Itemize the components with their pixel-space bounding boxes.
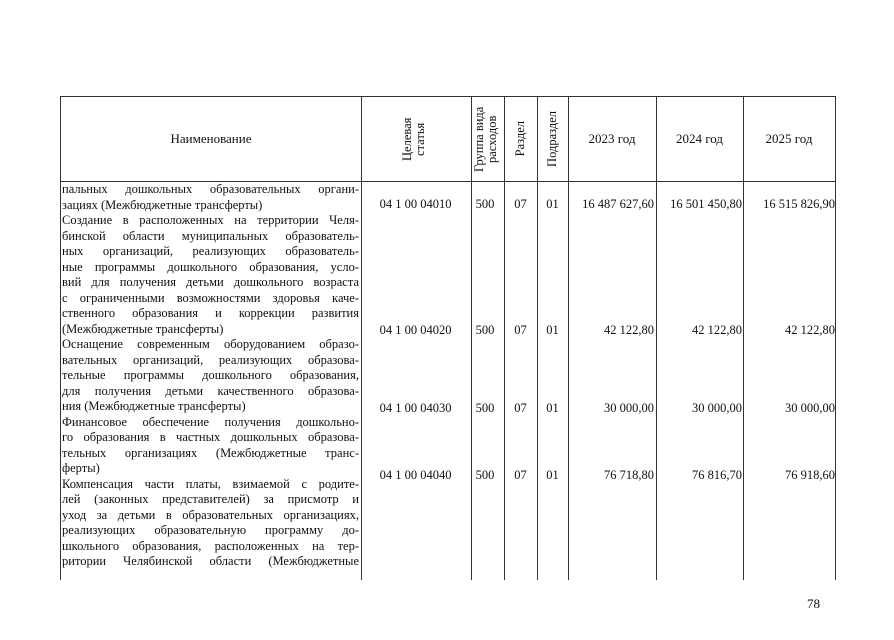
name-text-line: уход за детьми в образовательных организациях, [62,507,359,522]
subsection-value: 01 [546,401,559,415]
header-section-cell [504,96,537,182]
header-code-cell [361,96,471,182]
section-value: 07 [514,401,527,415]
name-text-line: зациях (Межбюджетные трансферты) [62,197,263,212]
target-code: 04 1 00 04010 [379,197,452,211]
header-2025: 2025 год [765,131,813,146]
target-code: 04 1 00 04040 [379,468,452,482]
header-code: Целевая статья [400,117,427,161]
amount-2024: 16 501 450,80 [670,197,742,211]
amount-2024: 42 122,80 [692,323,742,337]
name-text-line: для получения детьми качественного образова- [62,383,359,398]
section-value: 07 [514,468,527,482]
expense-group: 500 [475,323,495,337]
table-border-right [835,96,836,580]
amount-2025: 30 000,00 [785,401,835,415]
amount-2023: 76 718,80 [604,468,654,482]
name-text-line: школьного образования, расположенных на тер- [62,538,359,553]
name-text-line: лей (законных представителей) за присмотр и [62,492,359,506]
name-text-line: вательных организаций, реализующих образова- [62,352,359,367]
subsection-value: 01 [546,323,559,337]
header-group-cell [471,96,504,182]
name-text-line: бинской области муниципальных образователь- [62,228,359,243]
header-section: Раздел [513,121,527,157]
name-text-line: Финансовое обеспечение получения дошкольно- [62,414,359,429]
target-code: 04 1 00 04020 [379,323,452,337]
header-group: Группа вида расходов [471,106,499,172]
expense-group: 500 [475,197,495,211]
name-text-line: ных организаций, реализующих образователь- [62,244,359,258]
name-text-line: тельных организациях (Межбюджетные транс- [62,445,359,460]
budget-table [60,96,835,580]
expense-group: 500 [475,468,495,482]
header-2023: 2023 год [588,131,636,146]
name-text-line: Создание в расположенных на территории Челя- [62,213,359,227]
header-subsection: Подраздел [545,111,559,167]
subsection-value: 01 [546,468,559,482]
name-text-line: тельные программы дошкольного образования, [62,368,359,382]
header-subsection-cell [537,96,568,182]
page-number: 78 [807,596,820,611]
amount-2023: 16 487 627,60 [582,197,654,211]
header-2024: 2024 год [676,131,723,146]
amount-2023: 30 000,00 [604,401,654,415]
amount-2024: 30 000,00 [692,401,742,415]
name-text-line: вий для получения детьми дошкольного возраста [62,275,359,289]
name-text-line: ные программы дошкольного образования, усло- [62,259,359,274]
name-text-line: Компенсация части платы, взимаемой с родите- [62,476,359,491]
target-code: 04 1 00 04030 [379,401,452,415]
amount-2023: 42 122,80 [604,323,654,337]
name-text-line: ния (Межбюджетные трансферты) [62,399,246,413]
amount-2025: 16 515 826,90 [763,197,835,211]
header-name: Наименование [170,131,252,146]
name-text-line: (Межбюджетные трансферты) [62,321,224,336]
name-text-line: Оснащение современным оборудованием образо- [62,337,359,351]
section-value: 07 [514,323,527,337]
name-text-line: го образования в частных дошкольных образова- [62,430,359,444]
name-text-line: пальных дошкольных образовательных органи- [62,182,359,196]
amount-2025: 42 122,80 [785,323,835,337]
amount-2024: 76 816,70 [692,468,742,482]
expense-group: 500 [475,401,495,415]
name-text-line: реализующих образовательную программу до- [62,523,359,537]
name-column-text [62,182,359,570]
name-text-line: ственного образования и коррекции развития [62,306,359,320]
amount-2025: 76 918,60 [785,468,835,482]
name-text-line: ритории Челябинской области (Межбюджетные [62,554,359,568]
subsection-value: 01 [546,197,559,211]
section-value: 07 [514,197,527,211]
name-text-line: с ограниченными возможностями здоровья каче- [62,290,359,305]
name-text-line: ферты) [62,461,100,475]
